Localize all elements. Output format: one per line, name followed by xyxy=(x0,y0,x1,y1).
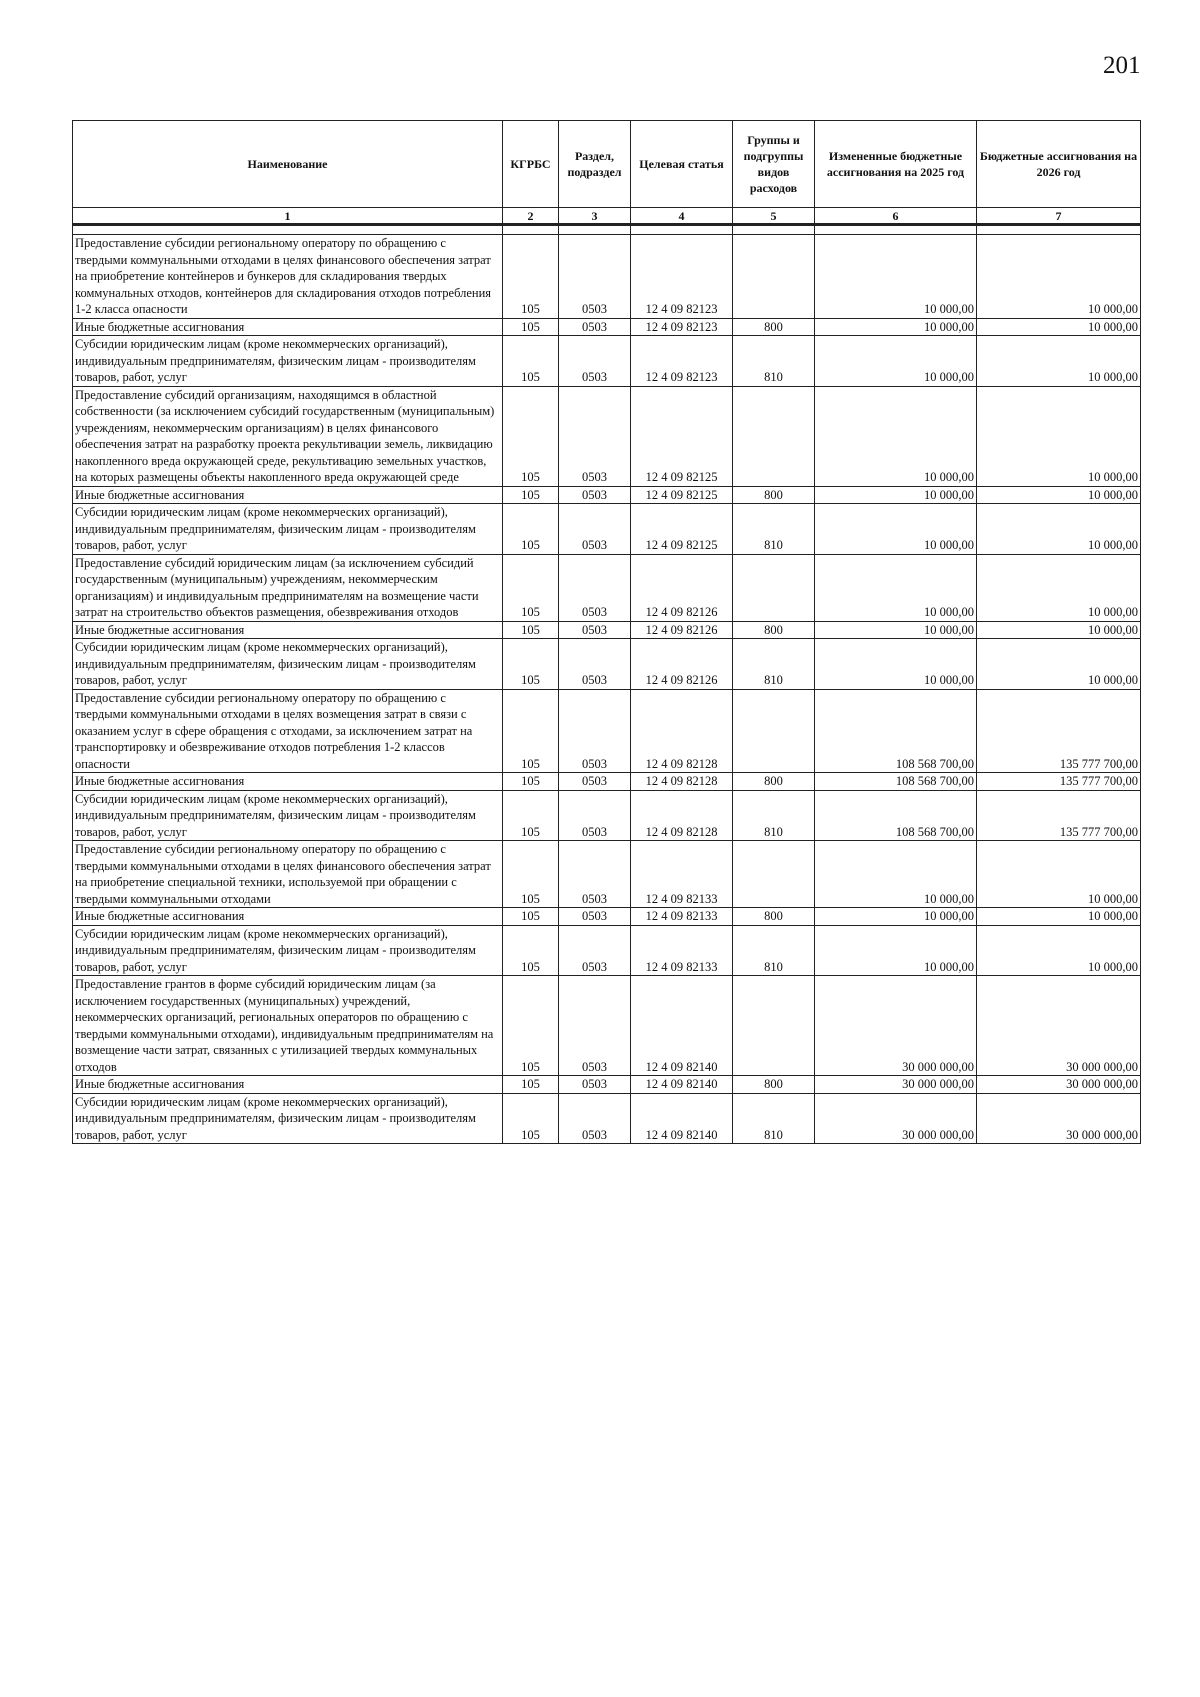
kgrbs-cell: 105 xyxy=(503,790,559,841)
group-cell: 800 xyxy=(733,773,815,791)
table-row xyxy=(73,318,1141,336)
group-cell: 810 xyxy=(733,504,815,555)
header-row xyxy=(73,121,1141,208)
amount-2025-cell: 10 000,00 xyxy=(815,235,977,319)
table-row xyxy=(73,841,1141,908)
name-cell: Предоставление субсидий юридическим лицам (за исключением субсидий государственным (муниципальным) учреждениям, некоммерческим организациям) и индивидуальным предпринимателям на возмещение части затрат на строительство объектов размещения, обезвреживания отходов xyxy=(73,554,503,621)
table-row xyxy=(73,1076,1141,1094)
target-cell: 12 4 09 82123 xyxy=(631,318,733,336)
section-cell: 0503 xyxy=(559,336,631,387)
amount-2025-cell: 108 568 700,00 xyxy=(815,790,977,841)
table-row xyxy=(73,386,1141,486)
col-header-group: Группы и подгруппы видов расходов xyxy=(733,121,815,208)
table-body xyxy=(73,235,1141,1144)
kgrbs-cell: 105 xyxy=(503,554,559,621)
col-header-kgrbs: КГРБС xyxy=(503,121,559,208)
section-cell: 0503 xyxy=(559,1076,631,1094)
amount-2026-cell: 10 000,00 xyxy=(977,841,1141,908)
kgrbs-cell: 105 xyxy=(503,841,559,908)
table-row xyxy=(73,336,1141,387)
group-cell: 810 xyxy=(733,1093,815,1144)
group-cell: 800 xyxy=(733,1076,815,1094)
target-cell: 12 4 09 82126 xyxy=(631,621,733,639)
name-cell: Иные бюджетные ассигнования xyxy=(73,318,503,336)
table-row xyxy=(73,976,1141,1076)
amount-2026-cell: 10 000,00 xyxy=(977,318,1141,336)
kgrbs-cell: 105 xyxy=(503,925,559,976)
amount-2025-cell: 10 000,00 xyxy=(815,554,977,621)
amount-2026-cell: 30 000 000,00 xyxy=(977,1076,1141,1094)
col-number: 7 xyxy=(977,208,1141,225)
group-cell xyxy=(733,976,815,1076)
kgrbs-cell: 105 xyxy=(503,621,559,639)
target-cell: 12 4 09 82133 xyxy=(631,841,733,908)
name-cell: Субсидии юридическим лицам (кроме некоммерческих организаций), индивидуальным предпринимателям, физическим лицам - производителям товаров, работ, услуг xyxy=(73,925,503,976)
target-cell: 12 4 09 82128 xyxy=(631,689,733,773)
amount-2026-cell: 10 000,00 xyxy=(977,621,1141,639)
group-cell: 800 xyxy=(733,908,815,926)
name-cell: Предоставление грантов в форме субсидий юридическим лицам (за исключением государственных (муниципальных) учреждений, некоммерческих организаций, региональных операторов по обращению с твердыми коммунальными отходами), индивидуальным предпринимателям на возмещение части затрат, связанных с утилизацией твердых коммунальных отходов xyxy=(73,976,503,1076)
amount-2025-cell: 10 000,00 xyxy=(815,336,977,387)
section-cell: 0503 xyxy=(559,386,631,486)
column-number-row xyxy=(73,208,1141,225)
table-row xyxy=(73,908,1141,926)
section-cell: 0503 xyxy=(559,790,631,841)
kgrbs-cell: 105 xyxy=(503,1093,559,1144)
target-cell: 12 4 09 82126 xyxy=(631,639,733,690)
section-cell: 0503 xyxy=(559,504,631,555)
amount-2026-cell: 135 777 700,00 xyxy=(977,773,1141,791)
amount-2026-cell: 10 000,00 xyxy=(977,504,1141,555)
amount-2025-cell: 10 000,00 xyxy=(815,386,977,486)
name-cell: Иные бюджетные ассигнования xyxy=(73,1076,503,1094)
amount-2025-cell: 10 000,00 xyxy=(815,925,977,976)
amount-2025-cell: 108 568 700,00 xyxy=(815,773,977,791)
amount-2025-cell: 30 000 000,00 xyxy=(815,976,977,1076)
amount-2026-cell: 10 000,00 xyxy=(977,908,1141,926)
table-row xyxy=(73,1093,1141,1144)
col-header-2026: Бюджетные ассигнования на 2026 год xyxy=(977,121,1141,208)
amount-2026-cell: 30 000 000,00 xyxy=(977,976,1141,1076)
target-cell: 12 4 09 82140 xyxy=(631,1076,733,1094)
amount-2026-cell: 135 777 700,00 xyxy=(977,790,1141,841)
amount-2026-cell: 10 000,00 xyxy=(977,235,1141,319)
name-cell: Предоставление субсидии региональному оператору по обращению с твердыми коммунальными отходами в целях возмещения затрат в связи с оказанием услуг в сфере обращения с отходами, за исключением затрат на транспортировку и обезвреживание отходов потребления 1-2 классов опасности xyxy=(73,689,503,773)
section-cell: 0503 xyxy=(559,639,631,690)
section-cell: 0503 xyxy=(559,773,631,791)
spacer-row xyxy=(73,225,1141,235)
amount-2025-cell: 30 000 000,00 xyxy=(815,1093,977,1144)
amount-2025-cell: 30 000 000,00 xyxy=(815,1076,977,1094)
name-cell: Предоставление субсидий организациям, находящимся в областной собственности (за исключением субсидий государственным (муниципальным) учреждениям, некоммерческим организациям) в целях финансового обеспечения затрат на разработку проекта рекультивации земель, ликвидацию накопленного вреда окружающей среде, рекультивацию земельных участков, на которых размещены объекты накопленного вреда окружающей среде xyxy=(73,386,503,486)
name-cell: Субсидии юридическим лицам (кроме некоммерческих организаций), индивидуальным предпринимателям, физическим лицам - производителям товаров, работ, услуг xyxy=(73,639,503,690)
table-row xyxy=(73,504,1141,555)
amount-2026-cell: 10 000,00 xyxy=(977,336,1141,387)
amount-2026-cell: 135 777 700,00 xyxy=(977,689,1141,773)
kgrbs-cell: 105 xyxy=(503,318,559,336)
amount-2026-cell: 10 000,00 xyxy=(977,639,1141,690)
table-row xyxy=(73,235,1141,319)
name-cell: Иные бюджетные ассигнования xyxy=(73,773,503,791)
name-cell: Иные бюджетные ассигнования xyxy=(73,908,503,926)
amount-2025-cell: 10 000,00 xyxy=(815,621,977,639)
table-row xyxy=(73,639,1141,690)
group-cell xyxy=(733,386,815,486)
amount-2026-cell: 10 000,00 xyxy=(977,386,1141,486)
section-cell: 0503 xyxy=(559,976,631,1076)
group-cell: 800 xyxy=(733,486,815,504)
amount-2025-cell: 10 000,00 xyxy=(815,504,977,555)
section-cell: 0503 xyxy=(559,925,631,976)
section-cell: 0503 xyxy=(559,486,631,504)
kgrbs-cell: 105 xyxy=(503,639,559,690)
section-cell: 0503 xyxy=(559,621,631,639)
col-number: 6 xyxy=(815,208,977,225)
group-cell: 810 xyxy=(733,925,815,976)
target-cell: 12 4 09 82140 xyxy=(631,976,733,1076)
section-cell: 0503 xyxy=(559,318,631,336)
section-cell: 0503 xyxy=(559,841,631,908)
target-cell: 12 4 09 82133 xyxy=(631,925,733,976)
col-number: 5 xyxy=(733,208,815,225)
amount-2025-cell: 10 000,00 xyxy=(815,318,977,336)
table-row xyxy=(73,689,1141,773)
group-cell xyxy=(733,689,815,773)
kgrbs-cell: 105 xyxy=(503,486,559,504)
kgrbs-cell: 105 xyxy=(503,235,559,319)
group-cell: 810 xyxy=(733,336,815,387)
kgrbs-cell: 105 xyxy=(503,504,559,555)
section-cell: 0503 xyxy=(559,689,631,773)
section-cell: 0503 xyxy=(559,1093,631,1144)
target-cell: 12 4 09 82123 xyxy=(631,235,733,319)
group-cell: 810 xyxy=(733,639,815,690)
target-cell: 12 4 09 82126 xyxy=(631,554,733,621)
kgrbs-cell: 105 xyxy=(503,976,559,1076)
name-cell: Предоставление субсидии региональному оператору по обращению с твердыми коммунальными отходами в целях финансового обеспечения затрат на приобретение специальной техники, используемой при обращении с твердыми коммунальными отходами xyxy=(73,841,503,908)
target-cell: 12 4 09 82125 xyxy=(631,386,733,486)
target-cell: 12 4 09 82133 xyxy=(631,908,733,926)
section-cell: 0503 xyxy=(559,235,631,319)
table-row xyxy=(73,486,1141,504)
budget-table xyxy=(72,120,1141,1144)
kgrbs-cell: 105 xyxy=(503,386,559,486)
name-cell: Иные бюджетные ассигнования xyxy=(73,486,503,504)
col-header-name: Наименование xyxy=(73,121,503,208)
name-cell: Субсидии юридическим лицам (кроме некоммерческих организаций), индивидуальным предпринимателям, физическим лицам - производителям товаров, работ, услуг xyxy=(73,504,503,555)
table-row xyxy=(73,773,1141,791)
group-cell xyxy=(733,841,815,908)
group-cell xyxy=(733,235,815,319)
kgrbs-cell: 105 xyxy=(503,908,559,926)
target-cell: 12 4 09 82128 xyxy=(631,773,733,791)
col-number: 1 xyxy=(73,208,503,225)
target-cell: 12 4 09 82140 xyxy=(631,1093,733,1144)
col-number: 4 xyxy=(631,208,733,225)
section-cell: 0503 xyxy=(559,908,631,926)
group-cell: 810 xyxy=(733,790,815,841)
amount-2025-cell: 10 000,00 xyxy=(815,908,977,926)
col-number: 3 xyxy=(559,208,631,225)
col-header-target: Целевая статья xyxy=(631,121,733,208)
col-header-2025: Измененные бюджетные ассигнования на 2025 год xyxy=(815,121,977,208)
amount-2026-cell: 10 000,00 xyxy=(977,486,1141,504)
table-row xyxy=(73,790,1141,841)
amount-2025-cell: 10 000,00 xyxy=(815,841,977,908)
kgrbs-cell: 105 xyxy=(503,336,559,387)
table-row xyxy=(73,554,1141,621)
table-row xyxy=(73,925,1141,976)
target-cell: 12 4 09 82123 xyxy=(631,336,733,387)
amount-2026-cell: 10 000,00 xyxy=(977,554,1141,621)
kgrbs-cell: 105 xyxy=(503,689,559,773)
name-cell: Иные бюджетные ассигнования xyxy=(73,621,503,639)
kgrbs-cell: 105 xyxy=(503,773,559,791)
amount-2025-cell: 108 568 700,00 xyxy=(815,689,977,773)
name-cell: Субсидии юридическим лицам (кроме некоммерческих организаций), индивидуальным предпринимателям, физическим лицам - производителям товаров, работ, услуг xyxy=(73,790,503,841)
name-cell: Субсидии юридическим лицам (кроме некоммерческих организаций), индивидуальным предпринимателям, физическим лицам - производителям товаров, работ, услуг xyxy=(73,336,503,387)
name-cell: Предоставление субсидии региональному оператору по обращению с твердыми коммунальными отходами в целях финансового обеспечения затрат на приобретение контейнеров и бункеров для складирования твердых коммунальных отходов, контейнеров для складирования отходов потребления 1-2 класса опасности xyxy=(73,235,503,319)
amount-2025-cell: 10 000,00 xyxy=(815,486,977,504)
group-cell: 800 xyxy=(733,621,815,639)
page-number: 201 xyxy=(1103,52,1141,79)
group-cell xyxy=(733,554,815,621)
target-cell: 12 4 09 82128 xyxy=(631,790,733,841)
amount-2025-cell: 10 000,00 xyxy=(815,639,977,690)
col-number: 2 xyxy=(503,208,559,225)
amount-2026-cell: 30 000 000,00 xyxy=(977,1093,1141,1144)
table-row xyxy=(73,621,1141,639)
group-cell: 800 xyxy=(733,318,815,336)
section-cell: 0503 xyxy=(559,554,631,621)
target-cell: 12 4 09 82125 xyxy=(631,486,733,504)
name-cell: Субсидии юридическим лицам (кроме некоммерческих организаций), индивидуальным предпринимателям, физическим лицам - производителям товаров, работ, услуг xyxy=(73,1093,503,1144)
target-cell: 12 4 09 82125 xyxy=(631,504,733,555)
amount-2026-cell: 10 000,00 xyxy=(977,925,1141,976)
kgrbs-cell: 105 xyxy=(503,1076,559,1094)
col-header-section: Раздел, подраздел xyxy=(559,121,631,208)
